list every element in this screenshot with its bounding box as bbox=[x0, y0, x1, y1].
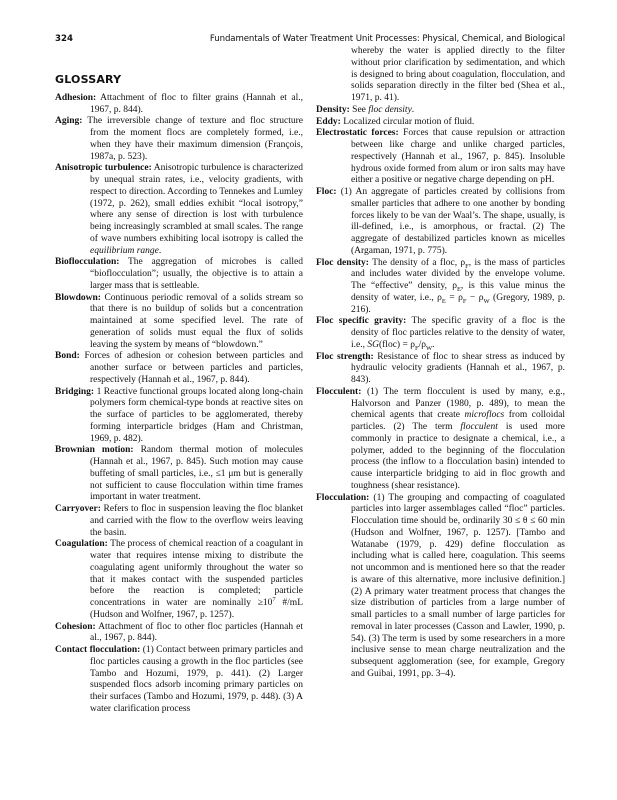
definition-text: Forces of adhesion or cohesion between particles and another surface or between particles and particles, respectively (Hannah et al., 1967, p. 844). bbox=[84, 351, 303, 385]
glossary-term: Aging: bbox=[55, 116, 83, 127]
glossary-entry bbox=[55, 645, 303, 716]
definition-text: Localized circular motion of fluid. bbox=[343, 116, 475, 127]
definition-text: (1) An aggregate of particles created by collisions from smaller particles that adhere to one another by bonding forces likely to be van der Waal’s. The shape, usually, is ill-defined, i.e., is amorphous, or fractal. (2) The aggregate of destabilized particles known as micelles (Argaman, 1971, p. 775). bbox=[340, 187, 566, 256]
definition-text: F bbox=[414, 344, 419, 352]
definition-text: (1) The term flocculent is used by many, e.g., Halvorson and Panzer (1980, p. 489), to mean the chemical agents that create bbox=[351, 386, 565, 421]
glossary-term: Flocculent: bbox=[316, 386, 362, 397]
glossary-term: Floc density: bbox=[316, 257, 369, 268]
definition-text: The process of chemical reaction of a coagulant in water that requires intense mixing to distribute the coagulating agent uniformly throughout the water so that it makes contact with the suspended particles before the reaction is completed; particle concentrations in water are nominally ≥10 bbox=[90, 539, 303, 608]
right-column bbox=[316, 46, 565, 681]
definition-text: (1) Contact between primary particles and floc particles causing a growth in the floc particles (see Tambo and Hozumi, 1979, p. 441). (2) Larger suspended flocs adsorb incoming primary particles on their surfaces (Tambo and Hozumi, 1979, p. 448). (3) A water clarification process bbox=[90, 645, 303, 714]
glossary-entry bbox=[55, 93, 303, 117]
glossary-entry bbox=[55, 116, 303, 163]
glossary-term: Bridging: bbox=[55, 386, 95, 397]
definition-text: 1 Reactive functional groups located along long-chain polymers form chemical-type bonds at reactive sites on the surface of particles to be agglomerated, thereby forming interparticle bridges (Ham and Christman, 1969, p. 482). bbox=[90, 386, 303, 444]
definition-text: equilibrium range bbox=[90, 245, 159, 256]
glossary-entry bbox=[316, 128, 565, 187]
glossary-entry bbox=[55, 293, 303, 352]
glossary-term: Blowdown: bbox=[55, 292, 101, 303]
glossary-term: Floc specific gravity: bbox=[316, 316, 407, 327]
definition-text: Refers to floc in suspension leaving the floc blanket and carried with the flow to the overflow weirs leaving the basin. bbox=[90, 504, 303, 538]
glossary-entry bbox=[55, 257, 303, 292]
glossary-term: Eddy: bbox=[316, 116, 341, 127]
definition-text: = ρ bbox=[445, 292, 463, 303]
definition-text: Forces that cause repulsion or attraction between like charge and unlike charged particles, respectively (Hannah et al., 1967, p. 845). Insoluble hydrous oxide formed from alum or iron salts may have either a positive or negative charge depending on pH. bbox=[351, 128, 566, 186]
definition-text: The irreversible change of texture and floc structure from the moment flocs are completely formed, i.e., when they have their maximum dimension (François, 1987a, p. 523). bbox=[87, 116, 303, 162]
glossary-entry bbox=[55, 504, 303, 539]
definition-text: See bbox=[352, 104, 369, 115]
definition-text: Attachment of floc to other floc particles (Hannah et al., 1967, p. 844). bbox=[90, 621, 303, 644]
definition-text: Anisotropic turbulence is characterized by unequal strain rates, i.e., velocity gradients, with respect to direction. According to Tennekes and Lumley (1972, p. 262), small eddies exhibit “local isotropy,” where any sense of direction is lost with turbulence being increasingly scrambled at small scales. The range of wave numbers exhibiting local isotropy is called the bbox=[90, 163, 304, 244]
definition-text: , is the mass of particles and includes water divided by the envelope volume. The “effective” density, ρ bbox=[351, 257, 565, 291]
glossary-entry bbox=[316, 352, 565, 387]
definition-text: . bbox=[411, 104, 415, 115]
section-title: GLOSSARY bbox=[55, 73, 122, 86]
definition-text: W bbox=[425, 344, 433, 352]
definition-text: The density of a floc, ρ bbox=[372, 257, 466, 268]
definition-text: flocculent bbox=[460, 422, 498, 432]
definition-text: /ρ bbox=[418, 339, 426, 350]
definition-text: (floc) = ρ bbox=[378, 339, 415, 350]
definition-text: E bbox=[441, 297, 446, 305]
definition-text: − ρ bbox=[466, 292, 484, 303]
glossary-term: Bioflocculation: bbox=[55, 257, 120, 268]
definition-text: (1) The grouping and compacting of coagulated particles into larger assemblages called “floc” particles. Flocculation time should be, ordinarily 30 ≤ θ ≤ 60 min (Hudson and Wolfner, 1967, p. 1257). [Tambo and Watanabe (1979, p. 429) define flocculation as including what is called here, coagulation. This seems not uncommon and is mentioned here so that the reader is aware of this alternative, more inclusive definition.] (2) A primary water treatment process that changes the size distribution of particles from a large number of small particles to a small number of large particles for removal in later processes (Casson and Lawler, 1990, p. 54). (3) The term is used by some researchers in a more inclusive sense to mean charge neutralization and the subsequent agglomeration (see, for example, Gregory and Guibai, 1991, pp. 3–4). bbox=[351, 492, 565, 679]
left-column bbox=[55, 74, 303, 716]
glossary-entry bbox=[316, 316, 565, 351]
glossary-entry bbox=[316, 117, 565, 129]
glossary-term: Electrostatic forces: bbox=[316, 128, 399, 139]
glossary-term: Floc: bbox=[316, 187, 337, 197]
glossary-entry bbox=[55, 163, 303, 257]
definition-text: Random thermal motion of molecules (Hannah et al., 1967, p. 845). Such motion may cause buffeting of small particles, i.e., ≤1 μm but is generally not sufficient to cause flocculation within time frames important in water treatment. bbox=[90, 445, 303, 503]
glossary-entry bbox=[55, 387, 303, 446]
glossary-entry bbox=[316, 187, 565, 258]
glossary-entry bbox=[316, 258, 565, 317]
definition-text: , is this value minus the density of water, i.e., ρ bbox=[351, 281, 565, 303]
glossary-entry bbox=[55, 622, 303, 646]
definition-text: W bbox=[483, 297, 490, 305]
definition-text: 7 bbox=[272, 595, 276, 603]
definition-text: #/mL (Hudson and Wolfner, 1967, p. 1257). bbox=[90, 598, 303, 620]
definition-text: floc density bbox=[368, 104, 412, 115]
glossary-entry bbox=[316, 46, 565, 105]
glossary-term: Coagulation: bbox=[55, 539, 108, 550]
glossary-entry bbox=[55, 539, 303, 621]
definition-text: The aggregation of microbes is called “bioflocculation”; usually, the objective is to attain a larger mass that is settleable. bbox=[90, 257, 303, 291]
running-title: Fundamentals of Water Treatment Unit Processes: Physical, Chemical, and Biological bbox=[209, 34, 565, 44]
glossary-term: Brownian motion: bbox=[55, 445, 134, 456]
definition-text: from colloidal particles. (2) The term bbox=[351, 410, 565, 432]
definition-text: F bbox=[462, 297, 467, 305]
definition-text: The specific gravity of a floc is the density of floc particles relative to the density of water, i.e., bbox=[351, 316, 565, 350]
glossary-entry bbox=[316, 105, 565, 117]
glossary-entries-left bbox=[55, 93, 303, 716]
definition-text: is used more commonly in practice to designate a chemical, i.e., a polymer, added to the beginning of the flocculation process (the inflow to a flocculation basin) intended to cause interparticle bridging to aid in floc growth and toughness (shear resistance). bbox=[351, 422, 565, 491]
glossary-entry bbox=[55, 445, 303, 504]
definition-text: (Gregory, 1989, p. 216). bbox=[351, 292, 565, 315]
glossary-term: Flocculation: bbox=[316, 492, 370, 503]
definition-text: Attachment of floc to filter grains (Hannah et al., 1967, p. 844). bbox=[90, 92, 303, 115]
definition-text: F bbox=[465, 262, 469, 270]
definition-text: . bbox=[432, 339, 435, 350]
definition-text: Continuous periodic removal of a solids stream so that there is no buildup of solids but a concentration maintained at some specified level. The rate of generation of solids must equal the flux of solids leaving the system by means of “blowdown.” bbox=[90, 292, 304, 350]
definition-text: microflocs bbox=[464, 410, 505, 421]
glossary-term: Density: bbox=[316, 104, 350, 115]
glossary-term: Cohesion: bbox=[55, 621, 96, 632]
glossary-entry bbox=[55, 351, 303, 386]
glossary-term: Anisotropic turbulence: bbox=[55, 163, 152, 174]
glossary-term: Bond: bbox=[55, 351, 80, 362]
definition-text: SG bbox=[367, 339, 379, 350]
definition-text: E bbox=[456, 285, 461, 293]
glossary-entry bbox=[316, 493, 565, 681]
page-number: 324 bbox=[55, 34, 73, 44]
glossary-term: Contact flocculation: bbox=[55, 645, 141, 655]
glossary-term: Adhesion: bbox=[55, 92, 97, 103]
glossary-term: Floc strength: bbox=[316, 351, 374, 362]
glossary-entry bbox=[316, 387, 565, 493]
definition-text: Resistance of floc to shear stress as induced by hydraulic velocity gradients (Hannah et al., 1967, p. 843). bbox=[351, 351, 565, 385]
definition-text: whereby the water is applied directly to the filter without prior clarification by sedimentation, and which is designed to bring about coagulation, flocculation, and solids separation directly in the filter bed (Shea et al., 1971, p. 41). bbox=[351, 46, 565, 103]
definition-text: . bbox=[158, 245, 162, 256]
glossary-entries-right bbox=[316, 46, 565, 681]
glossary-term: Carryover: bbox=[55, 504, 101, 514]
